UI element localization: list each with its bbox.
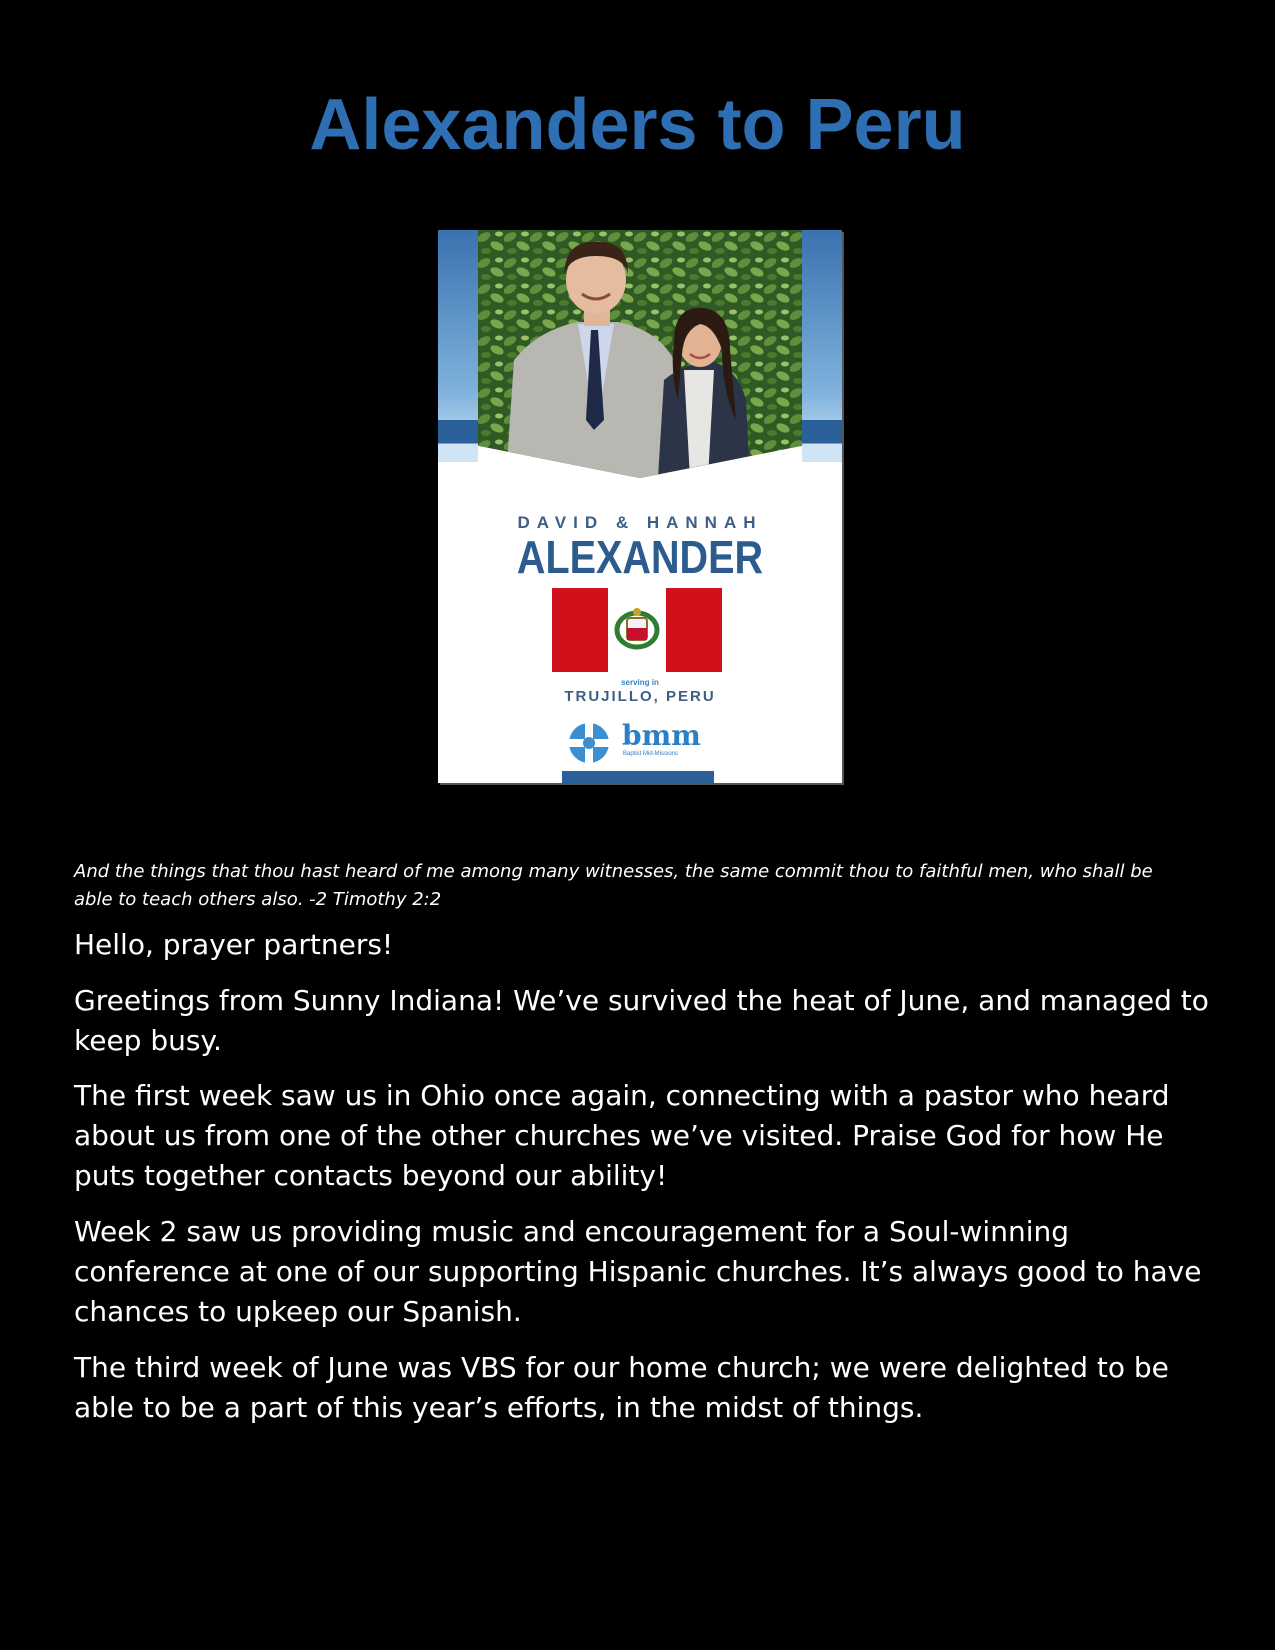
card-blue-band-left [438, 230, 478, 462]
body-paragraph: The first week saw us in Ohio once again, connecting with a pastor who heard about us from one of the other churches we’ve visited. Praise God for how He puts together contacts beyond our ability! [74, 1079, 1170, 1192]
card-serving-label: serving in [621, 678, 659, 687]
couple-photo [478, 230, 802, 478]
scripture-verse: And the things that thou hast heard of me among many witnesses, the same commit thou to faithful men, who shall be able to teach others also. -2 Timothy 2:2 [74, 861, 1153, 910]
card-first-names: DAVID & HANNAH [517, 513, 763, 532]
bmm-logo [562, 720, 722, 766]
prayer-card-image [438, 230, 842, 783]
body-paragraph: Week 2 saw us providing music and encouragement for a Soul-winning conference at one of our supporting Hispanic churches. It’s always good to have chances to upkeep our Spanish. [74, 1215, 1202, 1328]
bmm-logo-text: bmm [622, 719, 701, 752]
page-title: Alexanders to Peru [309, 85, 966, 165]
bmm-cross-logo-icon [562, 720, 616, 766]
card-bottom-bar [562, 771, 714, 783]
bmm-logo-subtitle: Baptist Mid-Missions [623, 751, 679, 757]
card-surname: ALEXANDER [516, 531, 764, 583]
card-blue-band-right [802, 230, 842, 462]
body-paragraph: Greetings from Sunny Indiana! We’ve survived the heat of June, and managed to keep busy. [74, 984, 1209, 1057]
card-city: TRUJILLO, PERU [564, 688, 716, 705]
greeting-paragraph: Hello, prayer partners! [74, 928, 394, 961]
body-paragraph: The third week of June was VBS for our home church; we were delighted to be able to be a part of this year’s efforts, in the midst of things. [74, 1351, 1169, 1424]
peru-flag-icon [552, 588, 722, 672]
